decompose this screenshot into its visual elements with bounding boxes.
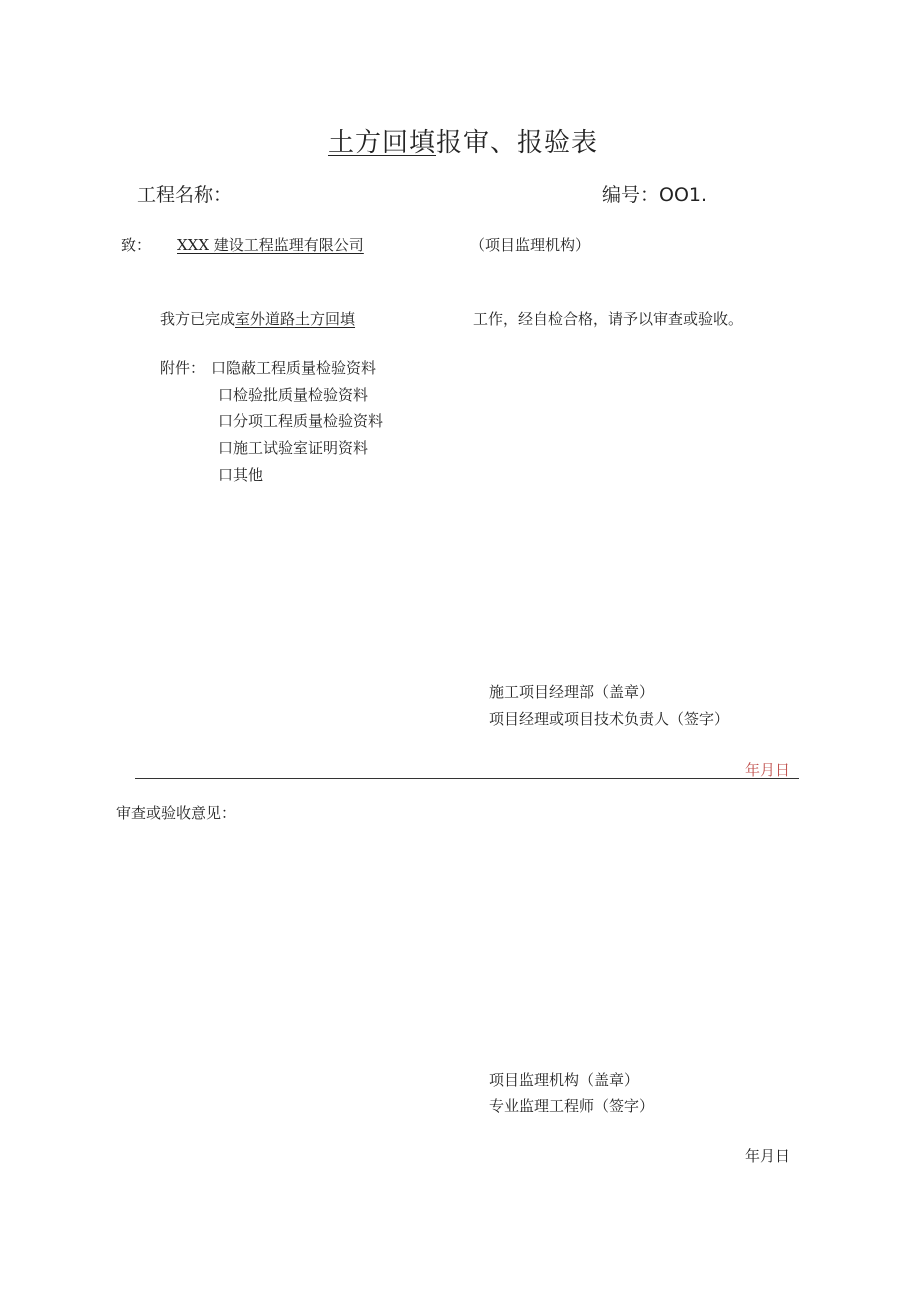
contractor-dept-seal: 施工项目经理部（盖章） xyxy=(489,683,655,701)
form-number xyxy=(602,180,707,207)
contractor-date: 年月日 xyxy=(745,761,791,779)
review-date: 年月日 xyxy=(745,1147,791,1165)
form-title-underlined: 土方回填 xyxy=(328,128,437,158)
statement-lead-text: 我方已完成 xyxy=(160,310,236,328)
attachment-item: 口其他 xyxy=(218,466,264,484)
attachment-item: 口分项工程质量检验资料 xyxy=(218,412,384,430)
attachment-item: 口隐蔽工程质量检验资料 xyxy=(211,359,377,377)
attachment-item: 口检验批质量检验资料 xyxy=(218,386,369,404)
statement-lead xyxy=(160,308,355,329)
form-title-rest: 报审、报验表 xyxy=(436,128,599,158)
contractor-person-sign: 项目经理或项目技术负责人（签字） xyxy=(489,710,730,728)
attachment-item: 口施工试验室证明资料 xyxy=(218,439,369,457)
addressee-note: （项目监理机构） xyxy=(470,236,591,254)
form-number-value: OO1. xyxy=(659,184,708,206)
supervision-engineer-sign: 专业监理工程师（签字） xyxy=(489,1097,655,1115)
statement-text: 工作，经自检合格，请予以审查或验收。 xyxy=(473,310,744,328)
form-number-label: 编号： xyxy=(602,184,660,206)
addressee-company: XXX 建设工程监理有限公司 xyxy=(177,236,364,254)
work-item: 室外道路土方回填 xyxy=(235,310,356,328)
form-title xyxy=(328,122,598,159)
to-label: 致： xyxy=(121,236,152,254)
supervision-org-seal: 项目监理机构（盖章） xyxy=(489,1071,640,1089)
attachments-label: 附件： xyxy=(160,359,206,377)
section-divider xyxy=(135,778,799,779)
project-name-label: 工程名称： xyxy=(137,184,233,206)
review-label: 审查或验收意见： xyxy=(116,804,237,822)
